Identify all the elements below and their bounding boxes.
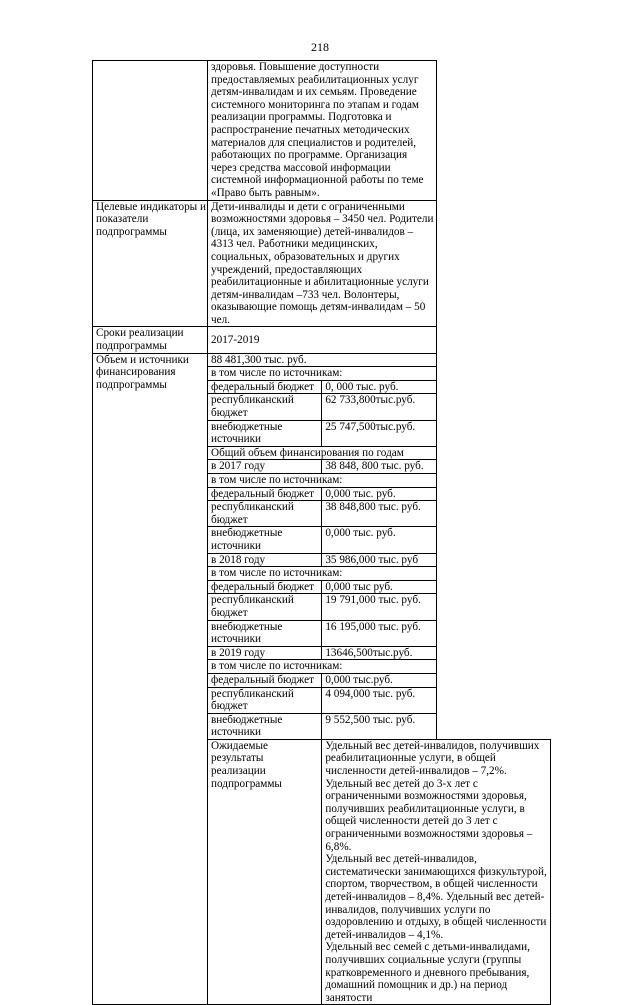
year-source-value: 16 195,000 тыс. руб. [322,620,436,646]
finance-source-label: внебюджетные источники [208,420,322,446]
intro-row [93,61,551,201]
finance-total: 88 481,300 тыс. руб. [208,353,437,367]
passport-table [92,60,551,1005]
finance-label: Объем и источники финансирования подпрограммы [93,353,208,1005]
year-source-value: 0,000 тыс. руб. [322,487,436,501]
results-label: Ожидаемые результаты реализации подпрограммы [208,739,322,1004]
terms-label: Сроки реализации подпрограммы [93,327,208,353]
year-source-value: 38 848,800 тыс. руб. [322,501,436,527]
terms-value: 2017-2019 [208,327,437,353]
year-amount: 38 848, 800 тыс. руб. [322,460,436,474]
intro-text: здоровья. Повышение доступности предоставляемых реабилитационных услуг детям-инвалидам и их семьям. Проведение системного мониторинга по этапам и годам реализации программы. Подготовка и распространение печатных методических материалов для специалистов и родителей, работающих по программе. Организация через средства массовой информации системной информационной работы по теме «Право быть равным». [208,61,437,201]
finance-by-sources: в том числе по источникам: [208,367,437,381]
finance-source-label: республиканский бюджет [208,394,322,420]
year-source-value: 4 094,000 тыс. руб. [322,687,436,713]
finance-source-label: федеральный бюджет [208,380,322,394]
year-amount: 13646,500тыс.руб. [322,646,436,660]
indicators-text: Дети-инвалиды и дети с ограниченными возможностями здоровья – 3450 чел. Родители (лица, их заменяющие) детей-инвалидов – 4313 чел. Работники медицинских, социальных, образовательных и других учреждений, предоставляющих реабилитационные и абилитационные услуги детям-инвалидам –733 чел. Волонтеры, оказывающие помощь детям-инвалидам – 50 чел. [208,200,437,327]
intro-label-cell [93,61,208,201]
year-label: в 2018 году [208,553,322,567]
indicators-row [93,200,551,327]
finance-source-value: 0, 000 тыс. руб. [322,380,436,394]
year-amount: 35 986,000 тыс. руб [322,553,436,567]
year-source-value: 0,000 тыс. руб. [322,527,436,553]
year-source-label: республиканский бюджет [208,687,322,713]
year-source-value: 0,000 тыс руб. [322,580,436,594]
year-source-label: республиканский бюджет [208,594,322,620]
year-source-label: федеральный бюджет [208,673,322,687]
results-paragraph: Удельный вес семей с детьми-инвалидами, получивших социальные услуги (группы кратковременного и дневного пребывания, домашний помощник и др.) на период занятости [325,941,530,1004]
year-source-value: 9 552,500 тыс. руб. [322,713,436,739]
year-source-label: внебюджетные источники [208,620,322,646]
year-label: в 2019 году [208,646,322,660]
page-number: 218 [311,40,329,54]
year-by-sources: в том числе по источникам: [208,567,437,581]
finance-source-value: 62 733,800тыс.руб. [322,394,436,420]
year-by-sources: в том числе по источникам: [208,474,437,488]
year-source-label: федеральный бюджет [208,487,322,501]
results-text [322,739,551,1004]
year-source-value: 0,000 тыс.руб. [322,673,436,687]
year-source-label: внебюджетные источники [208,713,322,739]
indicators-label: Целевые индикаторы и показатели подпрограммы [93,200,208,327]
year-label: в 2017 году [208,460,322,474]
year-source-value: 19 791,000 тыс. руб. [322,594,436,620]
year-by-sources: в том числе по источникам: [208,660,437,674]
year-source-label: федеральный бюджет [208,580,322,594]
results-paragraph: Удельный вес детей до 3-х лет с ограниченными возможностями здоровья, получивших реабилитационные услуги, в общей численности детей до 3 лет с ограниченными возможностями здоровья – 6,8%. [325,777,533,853]
terms-row [93,327,551,353]
year-source-label: внебюджетные источники [208,527,322,553]
results-paragraph: Удельный вес детей-инвалидов, систематически занимающихся физкультурой, спортом, творчеством, в общей численности детей-инвалидов – 8,4%. Удельный вес детей-инвалидов, получивших услуги по оздоровлению и отдыху, в общей численности детей-инвалидов – 4,1%. [325,853,547,941]
year-source-label: республиканский бюджет [208,501,322,527]
finance-total-row [93,353,551,367]
finance-source-value: 25 747,500тыс.руб. [322,420,436,446]
results-paragraph: Удельный вес детей-инвалидов, получивших реабилитационные услуги, в общей численности детей-инвалидов – 7,2%. [325,739,540,778]
finance-by-years-label: Общий объем финансирования по годам [208,446,437,460]
